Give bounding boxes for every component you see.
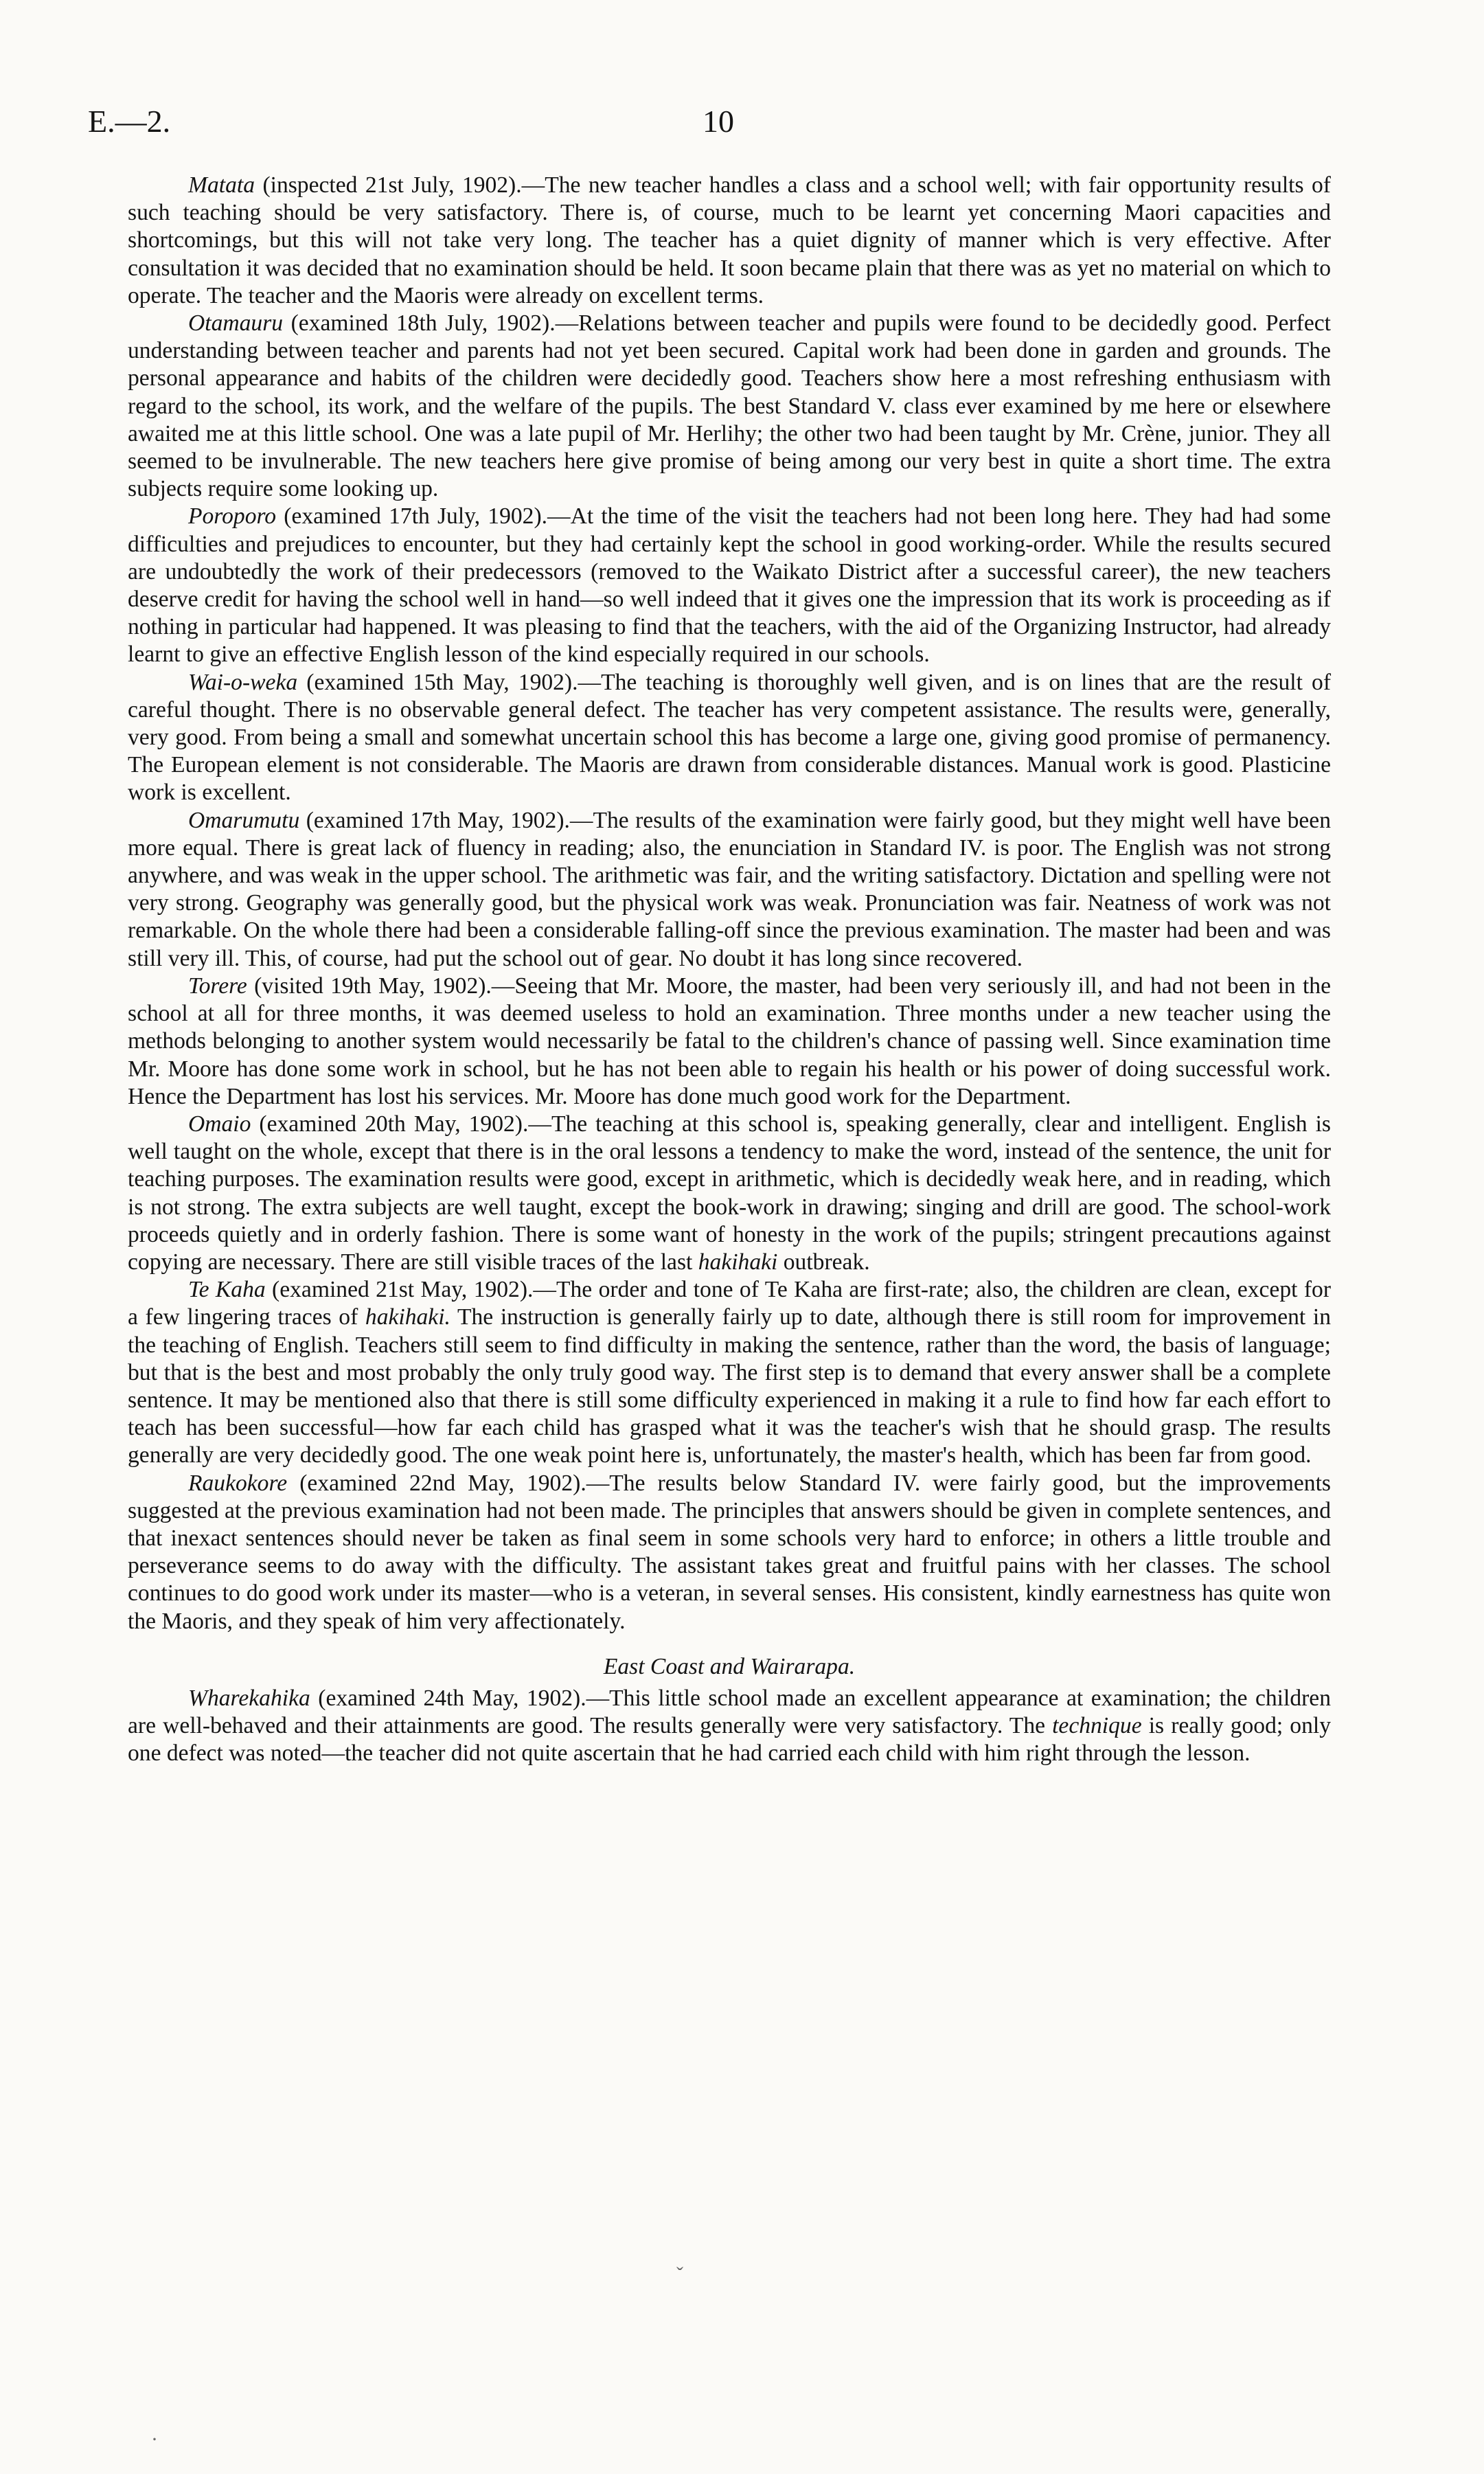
paragraph-matata	[128, 172, 1331, 310]
school-name: Matata	[188, 172, 255, 198]
section-subheading: East Coast and Wairarapa.	[603, 1653, 856, 1679]
paragraph-text: (examined 21st May, 1902).—The order and tone of Te Kaha are first-rate; also, the children are clean, except for a few lingering traces of	[128, 1277, 1331, 1330]
paragraph-tail: outbreak.	[777, 1249, 870, 1275]
paragraph-text: (examined 22nd May, 1902).—The results below Standard IV. were fairly good, but the improvements suggested at the previous examination had not been made. The principles that answers should be given in complete sentences, and that inexact sentences should never be taken as final seem in some schools very hard to enforce; in others a little trouble and perseverance seems to do away with the difficulty. The assistant takes great and fruitful pains with her classes. The school continues to do good work under its master—who is a veteran, in several senses. His consistent, kindly earnestness has quite won the Maoris, and they speak of him very affectionately.	[128, 1470, 1331, 1634]
italic-term: hakihaki.	[365, 1304, 450, 1330]
paragraph-torere	[128, 973, 1331, 1111]
paragraph-text: (visited 19th May, 1902).—Seeing that Mr. Moore, the master, had been very seriously ill, and had not been in the school at all for three months, it was deemed useless to hold an examination. Three months under a new teacher using the methods belonging to another system would necessarily be fatal to the children's chance of passing well. Since examination time Mr. Moore has done some work in school, but he has not been able to regain his health or his power of doing successful work. Hence the Department has lost his services. Mr. Moore has done much good work for the Department.	[128, 973, 1331, 1109]
paragraph-omarumutu	[128, 807, 1331, 973]
paragraph-text: (examined 17th May, 1902).—The results of the examination were fairly good, but they might well have been more equal. There is great lack of fluency in reading; also, the enunciation in Standard IV. is poor. The English was not strong anywhere, and was weak in the upper school. The arithmetic was fair, and the writing satisfactory. Dictation and spelling were not very strong. Geography was generally good, but the physical work was weak. Pronunciation was fair. Neatness of work was not remarkable. On the whole there had been a considerable falling-off since the previous examination. The master had been and was still very ill. This, of course, had put the school out of gear. No doubt it has long since recovered.	[128, 807, 1331, 971]
paragraph-poroporo	[128, 503, 1331, 668]
school-name: Wharekahika	[188, 1685, 310, 1711]
paragraph-text: (examined 24th May, 1902).—This little school made an excellent appearance at examination; the children are well-behaved and their attainments are good. The results generally were very satisfactory. The	[128, 1685, 1331, 1739]
paragraph-text: (examined 15th May, 1902).—The teaching is thoroughly well given, and is on lines that are the result of careful thought. There is no observable general defect. The teacher has very competent assistance. The results were, generally, very good. From being a small and somewhat uncertain school this has become a large one, giving good promise of permanency. The European element is not considerable. The Maoris are drawn from considerable distances. Manual work is good. Plasticine work is excellent.	[128, 669, 1331, 806]
school-name: Te Kaha	[188, 1277, 266, 1303]
paragraph-text: (examined 20th May, 1902).—The teaching at this school is, speaking generally, clear and intelligent. English is well taught on the whole, except that there is in the oral lessons a tendency to make the word, instead of the sentence, the unit for teaching purposes. The examination results were good, except in arithmetic, which is decidedly weak here, and in reading, which is not strong. The extra subjects are well taught, except the book-work in drawing; singing and drill are good. The school-work proceeds quietly and in orderly fashion. There is some want of honesty in the work of the pupils; stringent precautions against copying are necessary. There are still visible traces of the last	[128, 1111, 1331, 1275]
paragraph-te-kaha	[128, 1276, 1331, 1469]
paragraph-wharekahika	[128, 1685, 1331, 1768]
school-name: Otamauru	[188, 310, 284, 337]
page-number: 10	[703, 104, 734, 139]
paragraph-omaio	[128, 1111, 1331, 1276]
school-name: Omarumutu	[188, 807, 300, 833]
italic-term: hakihaki	[698, 1249, 778, 1275]
paragraph-raukokore	[128, 1470, 1331, 1635]
paragraph-wai-o-weka	[128, 669, 1331, 807]
paragraph-text: (examined 18th July, 1902).—Relations between teacher and pupils were found to be decidedly good. Perfect understanding between teacher and parents had not yet been secured. Capital work had been done in garden and grounds. The personal appearance and habits of the children were decidedly good. Teachers show here a most refreshing enthusiasm with regard to the school, its work, and the welfare of the pupils. The best Standard V. class ever examined by me here or elsewhere awaited me at this little school. One was a late pupil of Mr. Herlihy; the other two had been taught by Mr. Crène, junior. They all seemed to be invulnerable. The new teachers here give promise of being among our very best in quite a short time. The extra subjects require some looking up.	[128, 310, 1331, 502]
school-name: Poroporo	[188, 503, 277, 530]
paragraph-otamauru	[128, 310, 1331, 503]
paragraph-text: (examined 17th July, 1902).—At the time of the visit the teachers had not been long here. They had had some difficulties and prejudices to encounter, but they had certainly kept the school in good working-order. While the results secured are undoubtedly the work of their predecessors (removed to the Waikato District after a successful career), the new teachers deserve credit for having the school well in hand—so well indeed that it gives one the impression that its work is proceeding as if nothing in particular had happened. It was pleasing to find that the teachers, with the aid of the Organizing Instructor, had already learnt to give an effective English lesson of the kind especially required in our schools.	[128, 503, 1331, 668]
school-name: Omaio	[188, 1111, 251, 1137]
report-reference: E.—2.	[88, 104, 171, 139]
school-name: Wai-o-weka	[188, 669, 298, 695]
school-name: Raukokore	[188, 1470, 288, 1496]
paragraph-text: (inspected 21st July, 1902).—The new teacher handles a class and a school well; with fair opportunity results of such teaching should be very satisfactory. There is, of course, much to be learnt yet concerning Maori capacities and shortcomings, but this will not take very long. The teacher has a quiet dignity of manner which is very effective. After consultation it was decided that no examination should be held. It soon became plain that there was as yet no material on which to operate. The teacher and the Maoris were already on excellent terms.	[128, 172, 1331, 308]
school-name: Torere	[188, 973, 247, 999]
paragraph-tail: is really good; only one defect was noted—the teacher did not quite ascertain that he had carried each child with him right through the lesson.	[128, 1713, 1331, 1767]
scan-speck: ˇ	[676, 2263, 683, 2286]
italic-term: technique	[1052, 1713, 1142, 1739]
page-header	[88, 103, 1396, 144]
report-body	[128, 172, 1331, 1768]
scan-speck: ·	[151, 2428, 158, 2451]
paragraph-tail: The instruction is generally fairly up to date, although there is still room for improvement in the teaching of English. Teachers still seem to find difficulty in making the sentence, rather than the word, the basis of language; but that is the best and most probably the only truly good way. The first step is to demand that every answer shall be a complete sentence. It may be mentioned also that there is still some difficulty experienced in making it a rule to find how far each effort to teach has been successful—how far each child has grasped what it was the teacher's wish that he should grasp. The results generally are very decidedly good. The one weak point here is, unfortunately, the master's health, which has been far from good.	[128, 1304, 1331, 1468]
